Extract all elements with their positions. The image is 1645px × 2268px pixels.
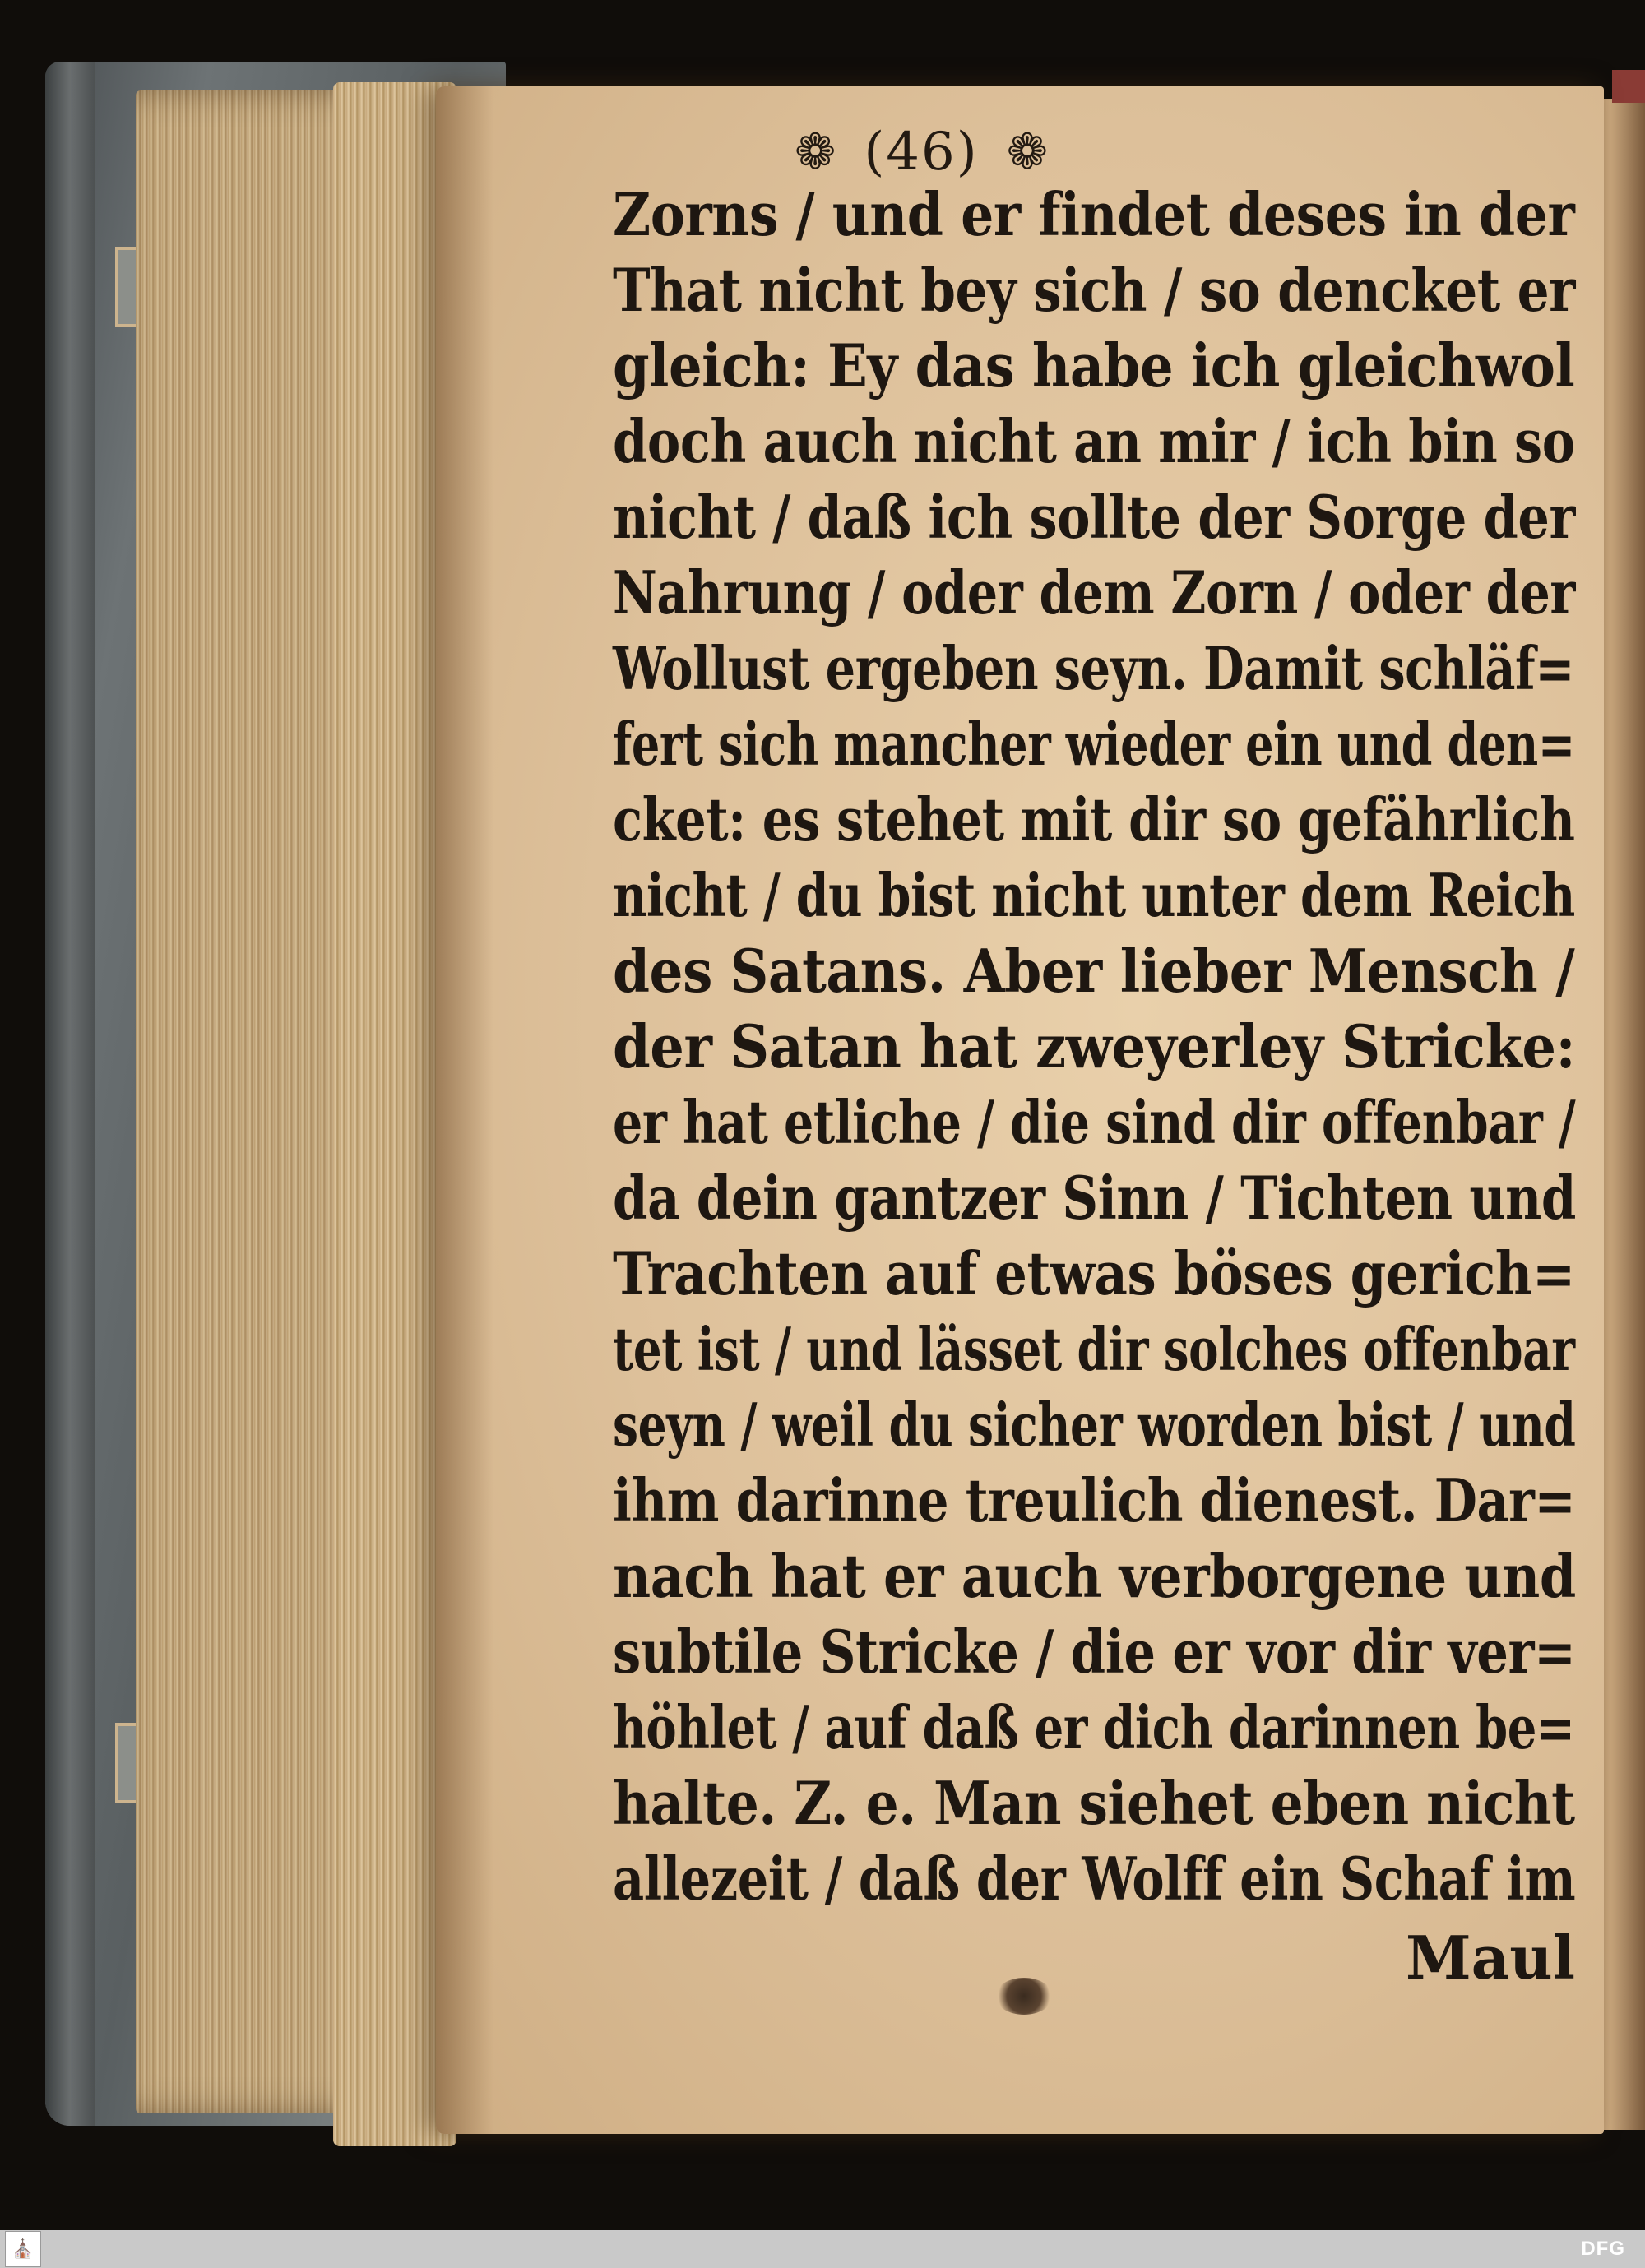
ink-blot [995,1978,1053,2015]
text-line: nach hat er auch verborgene und [613,1541,1576,1611]
page-number: (46) [864,122,979,183]
text-line: der Satan hat zweyerley Stricke: [613,1011,1576,1081]
text-line: Trachten auf etwas böses gerich= [613,1238,1575,1308]
text-line: allezeit / daß der Wolff ein Schaf im [613,1844,1576,1914]
viewer-footer-bar [0,2230,1645,2268]
text-line: nicht / du bist nicht unter dem Reich [613,860,1575,930]
text-line: Nahrung / oder dem Zorn / oder der [613,558,1576,627]
text-line: gleich: Ey das habe ich gleichwol [613,331,1575,400]
page-gutter-shadow [436,86,494,2134]
text-line: höhlet / auf daß er dich darinnen be= [613,1692,1575,1762]
text-line: ihm darinne treulich dienest. Dar= [613,1465,1576,1535]
dfg-logo: DFG [1581,2238,1625,2260]
text-line: halte. Z. e. Man siehet eben nicht [613,1768,1575,1838]
text-line: cket: es stehet mit dir so gefährlich [613,785,1575,854]
text-line: That nicht bey sich / so dencket er [613,255,1576,325]
flower-ornament-icon: ❁ [795,123,836,181]
catchword: Maul [1405,1923,1575,1993]
text-line: tet ist / und lässet dir solches offenbar [613,1314,1575,1384]
text-line: nicht / daß ich sollte der Sorge der [613,482,1575,552]
text-line: da dein gantzer Sinn / Tichten und [613,1163,1576,1233]
text-line: Zorns / und er findet deses in der [613,179,1575,249]
text-line: Wollust ergeben seyn. Damit schläf= [613,633,1574,703]
text-line: seyn / weil du sicher worden bist / und [613,1390,1576,1460]
text-line: fert sich mancher wieder ein und den= [613,709,1575,779]
text-line: er hat etliche / die sind dir offenbar / [613,1087,1576,1157]
flower-ornament-icon: ❁ [1006,123,1048,181]
red-page-edge [1612,70,1645,103]
text-line: des Satans. Aber lieber Mensch / [613,936,1575,1006]
text-line: doch auch nicht an mir / ich bin so [613,406,1575,476]
page-body-text [613,177,1575,1917]
text-line: subtile Stricke / die er vor dir ver= [613,1617,1576,1687]
book-spine [45,62,95,2126]
library-logo-icon: ⛪ [5,2231,41,2267]
